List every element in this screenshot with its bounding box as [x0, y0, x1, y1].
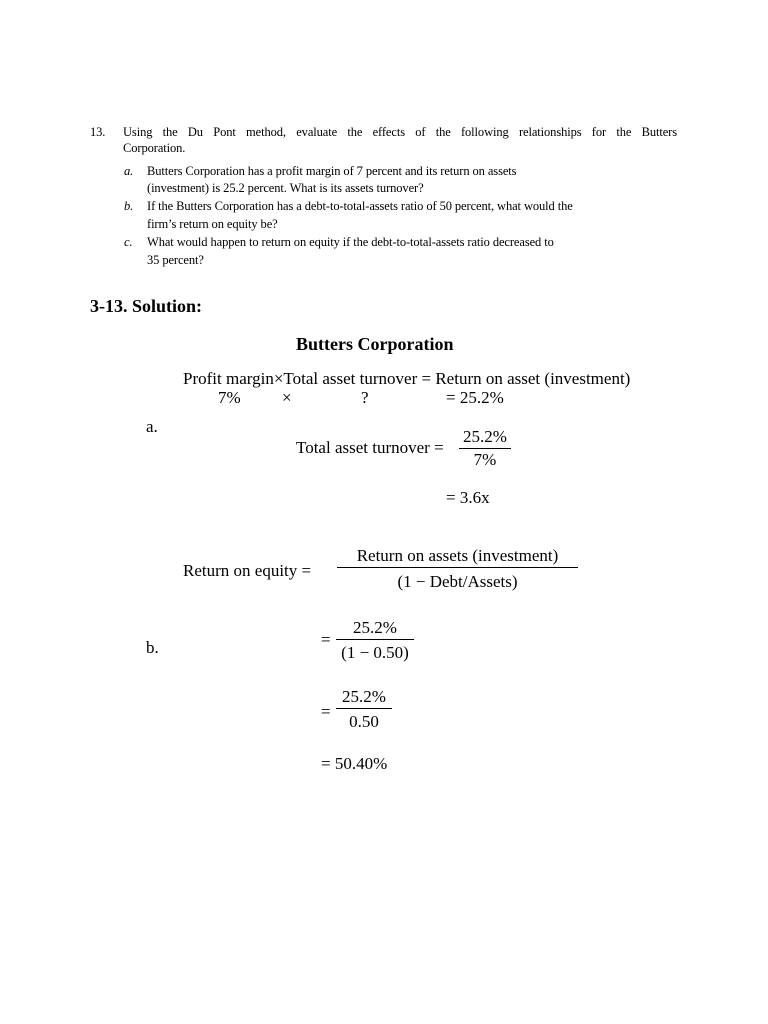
fraction-bar — [336, 708, 392, 709]
fraction-bar — [336, 639, 414, 640]
roe-fraction — [337, 545, 578, 593]
tat-lhs: Total asset turnover = — [296, 438, 444, 457]
part-a-line2: (investment) is 25.2 percent. What is its assets turnover? — [147, 181, 424, 195]
dupont-return-on-asset: = Return on asset (investment) — [421, 369, 631, 388]
fraction-bar — [337, 567, 578, 568]
part-b-letter: b. — [124, 199, 134, 213]
tat-numerator: 25.2% — [463, 427, 507, 446]
dupont-tat-value: ? — [361, 388, 369, 407]
part-a-letter: a. — [124, 164, 134, 178]
dupont-roa-value: = 25.2% — [446, 388, 504, 407]
tat-result: = 3.6x — [446, 488, 490, 507]
part-c-line2: 35 percent? — [147, 253, 204, 267]
tat-fraction — [459, 426, 511, 471]
part-c-letter: c. — [124, 235, 133, 249]
question-intro-line1: Using the Du Pont method, evaluate the effects of the following relationships for the Butters — [123, 125, 677, 139]
dupont-profit-margin: Profit margin — [183, 369, 274, 388]
dupont-times: × — [273, 369, 284, 388]
dupont-equation — [183, 369, 630, 389]
tat-denominator: 7% — [473, 450, 497, 469]
question-number: 13. — [90, 125, 106, 139]
solution-part-a-label: a. — [146, 417, 158, 436]
dupont-pm-value: 7% — [218, 388, 241, 407]
roe-denominator: (1 − Debt/Assets) — [397, 572, 518, 591]
roe-eq1-sign: = — [321, 630, 331, 649]
solution-heading: 3-13. Solution: — [90, 296, 203, 316]
question-intro-line2: Corporation. — [123, 141, 186, 155]
roe-numerator: Return on assets (investment) — [356, 546, 559, 565]
roe-step2-denominator: 0.50 — [349, 712, 379, 731]
roe-eq2-sign: = — [321, 702, 331, 721]
roe-step1-numerator: 25.2% — [353, 618, 397, 637]
part-b-line2: firm’s return on equity be? — [147, 217, 278, 231]
roe-result: = 50.40% — [321, 754, 388, 773]
solution-part-b-label: b. — [146, 638, 159, 657]
dupont-times-value: × — [282, 388, 292, 407]
company-title: Butters Corporation — [296, 334, 454, 354]
roe-step1-fraction — [336, 617, 414, 664]
roe-lhs: Return on equity = — [183, 561, 312, 580]
part-c-line1: What would happen to return on equity if the debt-to-total-assets ratio decreased to — [147, 235, 554, 249]
dupont-total-asset-turnover: Total asset turnover — [283, 369, 418, 388]
part-b-line1: If the Butters Corporation has a debt-to-total-assets ratio of 50 percent, what would the — [147, 199, 573, 213]
part-a-line1: Butters Corporation has a profit margin of 7 percent and its return on assets — [147, 164, 517, 178]
roe-step2-numerator: 25.2% — [342, 687, 386, 706]
roe-step2-fraction — [336, 686, 392, 733]
roe-step1-denominator: (1 − 0.50) — [341, 643, 409, 662]
